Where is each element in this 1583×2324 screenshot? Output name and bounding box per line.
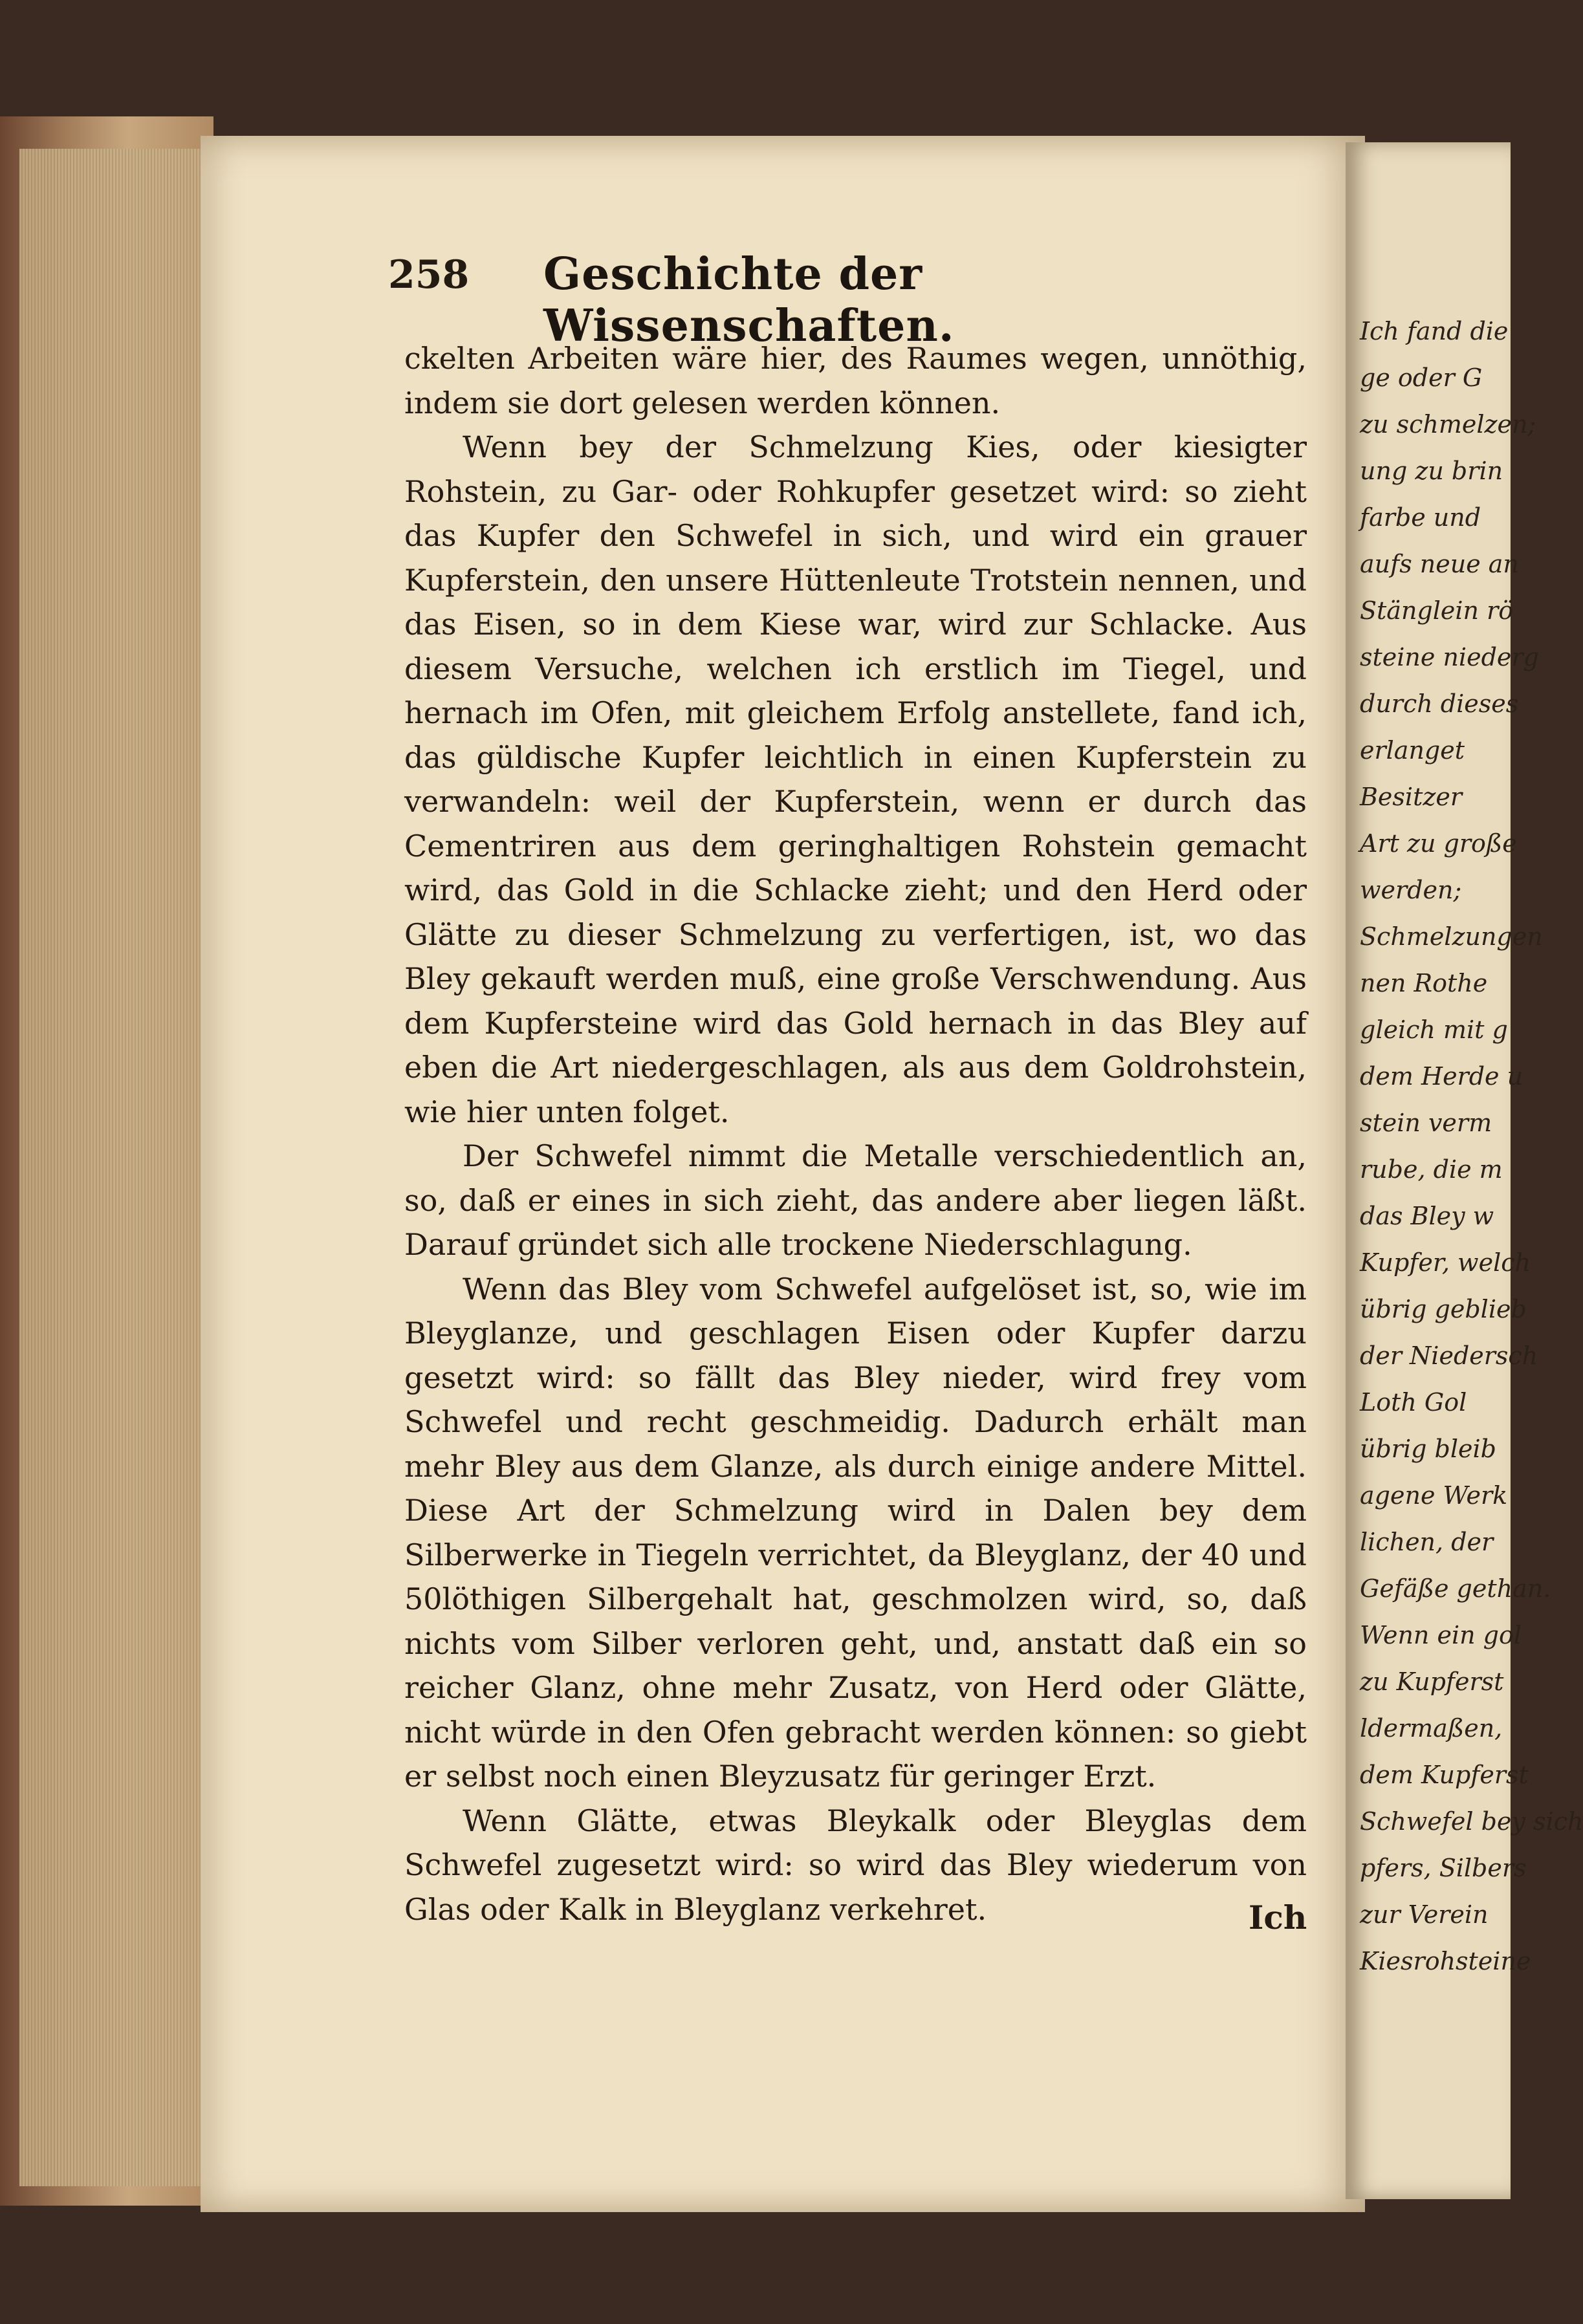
- page-edges: [19, 149, 201, 2186]
- next-page-line: Loth Gol: [1360, 1388, 1467, 1417]
- next-page-line: stein verm: [1360, 1109, 1492, 1137]
- next-page-line: ldermaßen,: [1360, 1714, 1503, 1743]
- next-page-line: lichen, der: [1360, 1528, 1494, 1556]
- next-page-line: Gefäße gethan.: [1360, 1574, 1551, 1603]
- next-page-line: Art zu große: [1360, 829, 1517, 858]
- next-page-line: rube, die m: [1360, 1155, 1503, 1184]
- next-page-line: aufs neue an: [1360, 550, 1519, 578]
- next-page-line: zur Verein: [1360, 1900, 1489, 1929]
- next-page-line: Besitzer: [1360, 783, 1463, 811]
- next-page-line: nen Rothe: [1360, 969, 1488, 997]
- next-page-line: Schmelzungen: [1360, 922, 1543, 951]
- next-page-line: dem Herde u: [1360, 1062, 1523, 1091]
- next-page-line: dem Kupferst: [1360, 1761, 1529, 1789]
- next-page-line: durch dieses: [1360, 690, 1519, 718]
- next-page-line: zu Kupferst: [1360, 1667, 1504, 1696]
- next-page-line: zu schmelzen;: [1360, 410, 1536, 439]
- next-page-line: ge oder G: [1360, 364, 1483, 392]
- next-page-line: Stänglein rö: [1360, 596, 1514, 625]
- next-page-line: farbe und: [1360, 503, 1481, 532]
- running-title: Geschichte der Wissenschaften.: [543, 248, 955, 352]
- next-page-line: Kiesrohsteine: [1360, 1947, 1531, 1975]
- next-page-line: der Niedersch: [1360, 1341, 1538, 1370]
- body-text: [404, 336, 1307, 1931]
- next-page-line: agene Werk: [1360, 1481, 1508, 1510]
- paragraph: Wenn das Bley vom Schwefel aufgelöset ist, so, wie im Bleyglanze, und geschlagen Eisen oder Kupfer darzu gesetzt wird: so fällt das Bley nieder, wird frey vom Schwefel und recht geschmeidig. Dadurch erhält man mehr Bley aus dem Glanze, als durch einige andere Mittel. Diese Art der Schmelzung wird in Dalen bey dem Silberwerke in Tiegeln verrichtet, da Bleyglanz, der 40 und 50löthigen Silbergehalt hat, geschmolzen wird, so, daß nichts vom Silber verloren geht, und, anstatt daß ein so reicher Glanz, ohne mehr Zusatz, von Herd oder Glätte, nicht würde in den Ofen gebracht werden können: so giebt er selbst noch einen Bleyzusatz für geringer Erzt.: [404, 1271, 1307, 1794]
- next-page-line: ung zu brin: [1360, 457, 1503, 485]
- next-page-line: erlanget: [1360, 736, 1465, 765]
- next-page-line: übrig geblieb: [1360, 1295, 1527, 1323]
- right-page-fragment: [1346, 142, 1583, 2199]
- next-page-line: Schwefel bey sich: [1360, 1807, 1583, 1836]
- next-page-line: pfers, Silbers: [1360, 1854, 1527, 1882]
- next-page-line: Kupfer, welch: [1360, 1248, 1531, 1277]
- paragraph: Wenn Glätte, etwas Bleykalk oder Bleyglas dem Schwefel zugesetzt wird: so wird das Bley wiederum von Glas oder Kalk in Bleyglanz verkehret.: [404, 1803, 1307, 1927]
- catchword: Ich: [1249, 1898, 1307, 1937]
- next-page-line: gleich mit g: [1360, 1015, 1508, 1044]
- next-page-line: das Bley w: [1360, 1202, 1494, 1230]
- next-page-line: übrig bleib: [1360, 1435, 1496, 1463]
- page-header: [388, 248, 1294, 352]
- next-page-line: Wenn ein gol: [1360, 1621, 1522, 1649]
- paragraph: Wenn bey der Schmelzung Kies, oder kiesigter Rohstein, zu Gar- oder Rohkupfer gesetzet wird: so zieht das Kupfer den Schwefel in sich, und wird ein grauer Kupferstein, den unsere Hüttenleute Trotstein nennen, und das Eisen, so in dem Kiese war, wird zur Schlacke. Aus diesem Versuche, welchen ich erstlich im Tiegel, und hernach im Ofen, mit gleichem Erfolg anstellete, fand ich, das güldische Kupfer leichtlich in einen Kupferstein zu verwandeln: weil der Kupferstein, wenn er durch das Cementriren aus dem geringhaltigen Rohstein gemacht wird, das Gold in die Schlacke zieht; und den Herd oder Glätte zu dieser Schmelzung zu verfertigen, ist, wo das Bley gekauft werden muß, eine große Verschwendung. Aus dem Kupfersteine wird das Gold hernach in das Bley auf eben die Art niedergeschlagen, als aus dem Goldrohstein, wie hier unten folget.: [404, 429, 1307, 1129]
- next-page-line: Ich fand die: [1360, 317, 1509, 345]
- paragraph: ckelten Arbeiten wäre hier, des Raumes wegen, unnöthig, indem sie dort gelesen werden können.: [404, 341, 1307, 420]
- next-page-line: werden;: [1360, 876, 1462, 904]
- paragraph: Der Schwefel nimmt die Metalle verschiedentlich an, so, daß er eines in sich zieht, das andere aber liegen läßt. Darauf gründet sich alle trockene Niederschlagung.: [404, 1138, 1307, 1262]
- next-page-line: steine niederg: [1360, 643, 1539, 671]
- page-number: 258: [388, 252, 470, 298]
